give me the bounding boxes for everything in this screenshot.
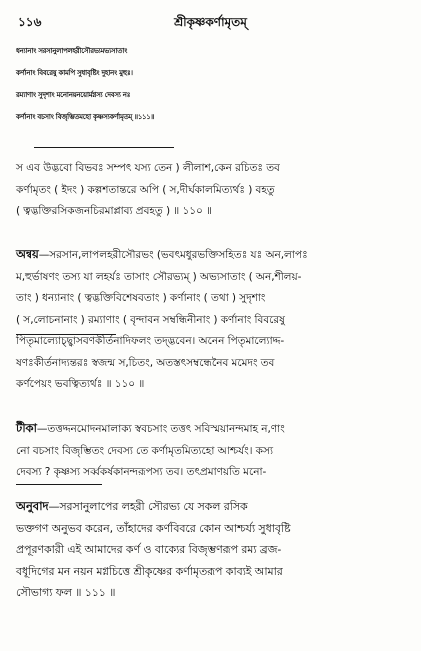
page-number: ১১৬ (18, 15, 42, 29)
commentary-line: স এব উদ্ভবো বিভবঃ সম্পৎ যস্য তেন ) লীলাশ,কেন রচিতঃ তব (16, 162, 280, 174)
verse-line: ধন্যানাং সরসানুলাপলহরীসৌরভ্যমভ্যসাতাং (16, 47, 128, 55)
commentary-line: ( ত্বদ্ভক্তিরসিকজনচিরমাপ্লাব্য প্রবহতু ) ॥ ১১০ ॥ (16, 205, 212, 217)
verse-line: কর্ণানাং বচসাং বিজৃম্ভিতমহো কৃষ্ণস্যকর্ণামৃতম্‌ ॥১১১॥ (16, 113, 155, 121)
anubad-line (16, 496, 407, 518)
page-header (18, 14, 403, 32)
anvaya-text: —সরসান,লাপলহরীসৌরভং (ভবৎমধুরভক্তিসহিতঃ যঃ অন,লাপঃ (38, 249, 308, 261)
anubad-section (16, 496, 407, 604)
anubad-text: —সরসানুলাপের লহরী সৌরভ্য যে সকল রসিক (48, 500, 248, 513)
running-title: শ্রীকৃষ্ণকর্ণামৃতম্‌ (174, 15, 247, 29)
anubad-line: সৌভাগ্য ফল ॥ ১১১ ॥ (16, 586, 116, 599)
anvaya-section (16, 244, 407, 396)
anvaya-line: কর্ণপেয়ং ভবত্বিত্যর্থঃ ॥ ১১০ ॥ (16, 378, 145, 390)
anvaya-line (16, 244, 407, 267)
anubad-line: ভক্তগণ অনুভব করেন, তাঁহাদের কর্ণবিবরে কোন আশ্চর্য্য সুধাবৃষ্টি (16, 521, 291, 535)
tika-line: দেবস্য ? কৃষ্ণস্য সর্ব্বকর্ষকানন্দরূপস্য তব। তৎপ্রমাণয়তি মনো- (16, 466, 267, 478)
commentary-continuation (16, 158, 407, 223)
tika-text: —তত্তদ্দনমোদনমালাক্য স্ববচসাং তত্তৎ সবিস্ময়ানন্দমাহ ন,ণাং (36, 423, 285, 435)
anvaya-line: পিতৃমাল্যোচ্ছ্বাসবণকীর্তনাদিফলং তদ্দ্ভবেন। অনেন পিতৃমাল্যোদ্দ- (16, 335, 285, 347)
anubad-line: প্রপূরণকারী এই আমাদের কর্ণ ও বাক্যের বিজৃম্ভণরূপ রম্য ব্রজ- (16, 543, 282, 556)
commentary-line: কর্ণামৃতং ( ইদং ) কল্পশতান্তরে অপি ( স,দীর্ঘকালমিত্যর্থঃ ) বহতু (16, 183, 275, 196)
anvaya-label: অন্বয় (16, 247, 39, 261)
sanskrit-verse (16, 40, 409, 128)
tika-line (16, 418, 407, 441)
anubad-label: অনুবাদ (16, 499, 49, 513)
verse-underline (34, 147, 174, 148)
tika-section (16, 418, 407, 484)
tika-line: নো বচসাং বিজৃম্ভিতং দেবস্য তে কর্ণামৃতমিত্যহো আশ্চর্যং। কস্য (16, 444, 273, 457)
anvaya-line: তাং ) ধন্যানাং ( ত্বদ্ভক্তিবিশেষবতাং ) কর্ণানাং ( তথা ) সুদৃশাং (16, 292, 266, 304)
anvaya-line: ( স,লোচনানাং ) রম্যাণাং ( বৃন্দাবন সম্বন্ধিনীনাং ) কর্ণানাং বিবরেষু (16, 313, 285, 326)
anvaya-line: ম,হুর্ভাষণং তস্য যা লহর্যঃ তাসাং সৌরভ্যম্‌ ) অভ্যসাতাং ( অন,শীলয়- (16, 270, 302, 283)
verse-line: রম্যাণাং সুদৃশাং মনোনয়নয়োর্মগ্নস্য দেবস্য নঃ (16, 91, 131, 99)
anubad-line: বধূদিগের মন নয়ন মগ্নচিত্তে শ্রীকৃষ্ণের কর্ণামৃতরূপ কাব্যই আমার (16, 564, 283, 578)
anvaya-underline (16, 334, 116, 335)
tika-underline (16, 484, 102, 485)
tika-label: টীকা (16, 421, 37, 435)
verse-line: কর্ণানাং বিবরেষু কামপি সুধাবৃষ্টিং দুহানং মুহুঃ। (16, 69, 133, 77)
anvaya-line: ষণঃকীর্তনাদ্যন্তরঃ স্বজন্ম স,চিতং, অতস্তৎসম্বন্ধেনৈব মমেদং তব (16, 356, 275, 369)
